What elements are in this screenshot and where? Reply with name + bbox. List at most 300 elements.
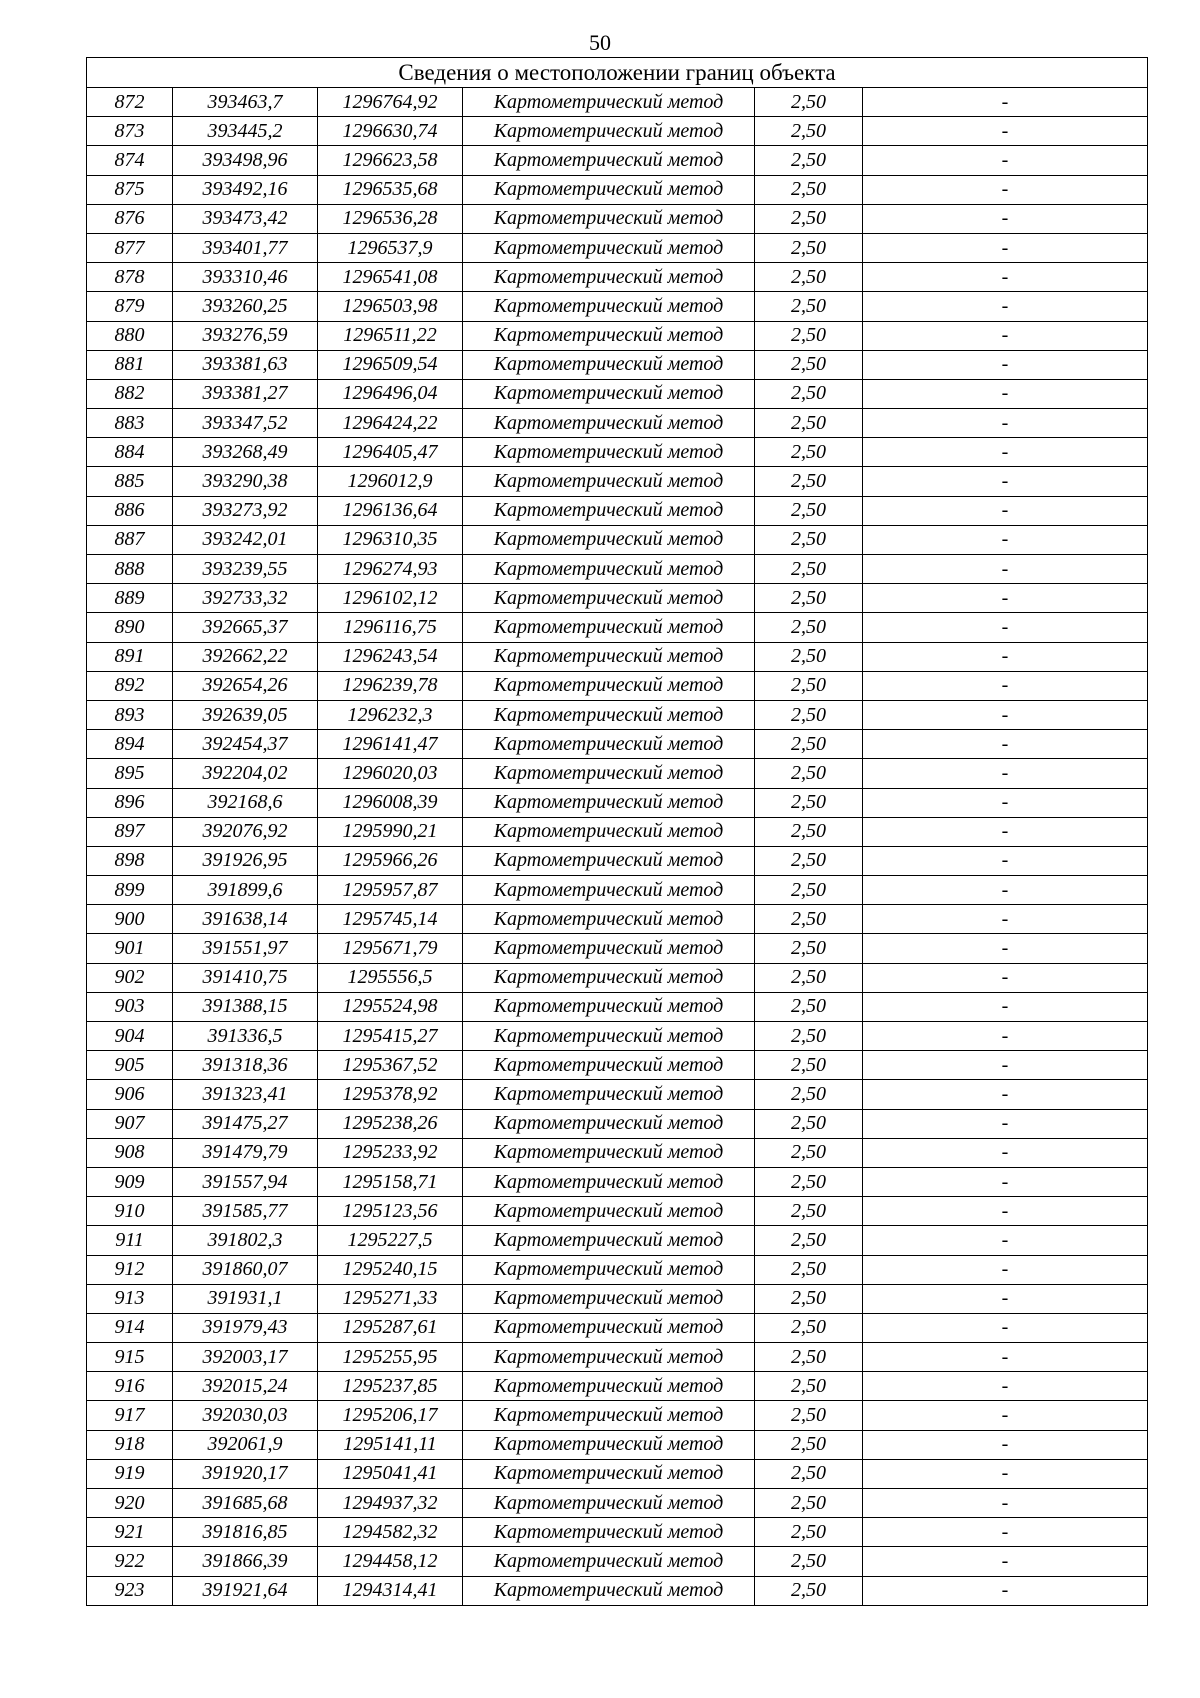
precision-cell: 2,50 [755,263,863,292]
precision-cell: 2,50 [755,846,863,875]
x-coordinate-cell: 391475,27 [173,1109,318,1138]
method-cell: Картометрический метод [463,1518,755,1547]
method-cell: Картометрический метод [463,379,755,408]
description-cell: - [863,263,1148,292]
x-coordinate-cell: 391557,94 [173,1167,318,1196]
method-cell: Картометрический метод [463,1343,755,1372]
method-cell: Картометрический метод [463,175,755,204]
method-cell: Картометрический метод [463,1430,755,1459]
table-row [87,1343,1148,1372]
precision-cell: 2,50 [755,1518,863,1547]
description-cell: - [863,555,1148,584]
x-coordinate-cell: 392168,6 [173,788,318,817]
method-cell: Картометрический метод [463,204,755,233]
table-row [87,467,1148,496]
description-cell: - [863,409,1148,438]
x-coordinate-cell: 391931,1 [173,1284,318,1313]
point-number-cell: 889 [87,584,173,613]
description-cell: - [863,788,1148,817]
point-number-cell: 915 [87,1343,173,1372]
y-coordinate-cell: 1295240,15 [318,1255,463,1284]
method-cell: Картометрический метод [463,1547,755,1576]
precision-cell: 2,50 [755,409,863,438]
y-coordinate-cell: 1295238,26 [318,1109,463,1138]
method-cell: Картометрический метод [463,1459,755,1488]
page-number: 50 [589,30,611,55]
method-cell: Картометрический метод [463,1489,755,1518]
description-cell: - [863,584,1148,613]
point-number-cell: 897 [87,817,173,846]
method-cell: Картометрический метод [463,1284,755,1313]
table-row [87,1167,1148,1196]
table-row [87,496,1148,525]
table-row [87,1401,1148,1430]
table-row [87,817,1148,846]
point-number-cell: 922 [87,1547,173,1576]
precision-cell: 2,50 [755,992,863,1021]
y-coordinate-cell: 1296623,58 [318,146,463,175]
x-coordinate-cell: 393347,52 [173,409,318,438]
y-coordinate-cell: 1295990,21 [318,817,463,846]
point-number-cell: 886 [87,496,173,525]
x-coordinate-cell: 392654,26 [173,671,318,700]
x-coordinate-cell: 393381,27 [173,379,318,408]
x-coordinate-cell: 392076,92 [173,817,318,846]
method-cell: Картометрический метод [463,759,755,788]
description-cell: - [863,204,1148,233]
description-cell: - [863,876,1148,905]
y-coordinate-cell: 1296012,9 [318,467,463,496]
precision-cell: 2,50 [755,1401,863,1430]
table-row [87,1022,1148,1051]
point-number-cell: 918 [87,1430,173,1459]
table-row [87,1197,1148,1226]
table-row [87,438,1148,467]
point-number-cell: 899 [87,876,173,905]
point-number-cell: 907 [87,1109,173,1138]
description-cell: - [863,1547,1148,1576]
y-coordinate-cell: 1296535,68 [318,175,463,204]
point-number-cell: 896 [87,788,173,817]
description-cell: - [863,1109,1148,1138]
point-number-cell: 916 [87,1372,173,1401]
precision-cell: 2,50 [755,1489,863,1518]
precision-cell: 2,50 [755,88,863,117]
precision-cell: 2,50 [755,642,863,671]
method-cell: Картометрический метод [463,1372,755,1401]
point-number-cell: 880 [87,321,173,350]
y-coordinate-cell: 1295415,27 [318,1022,463,1051]
point-number-cell: 903 [87,992,173,1021]
point-number-cell: 894 [87,730,173,759]
point-number-cell: 904 [87,1022,173,1051]
precision-cell: 2,50 [755,350,863,379]
point-number-cell: 910 [87,1197,173,1226]
y-coordinate-cell: 1296232,3 [318,700,463,729]
y-coordinate-cell: 1296020,03 [318,759,463,788]
method-cell: Картометрический метод [463,1255,755,1284]
description-cell: - [863,146,1148,175]
precision-cell: 2,50 [755,1459,863,1488]
table-row [87,613,1148,642]
x-coordinate-cell: 392030,03 [173,1401,318,1430]
y-coordinate-cell: 1296509,54 [318,350,463,379]
table-row [87,117,1148,146]
precision-cell: 2,50 [755,438,863,467]
y-coordinate-cell: 1296239,78 [318,671,463,700]
x-coordinate-cell: 392454,37 [173,730,318,759]
point-number-cell: 901 [87,934,173,963]
precision-cell: 2,50 [755,1430,863,1459]
x-coordinate-cell: 393492,16 [173,175,318,204]
y-coordinate-cell: 1295966,26 [318,846,463,875]
precision-cell: 2,50 [755,467,863,496]
point-number-cell: 906 [87,1080,173,1109]
y-coordinate-cell: 1295745,14 [318,905,463,934]
table-row [87,292,1148,321]
point-number-cell: 875 [87,175,173,204]
precision-cell: 2,50 [755,1022,863,1051]
precision-cell: 2,50 [755,1197,863,1226]
precision-cell: 2,50 [755,817,863,846]
precision-cell: 2,50 [755,525,863,554]
point-number-cell: 912 [87,1255,173,1284]
precision-cell: 2,50 [755,117,863,146]
y-coordinate-cell: 1294314,41 [318,1576,463,1605]
table-row [87,1284,1148,1313]
y-coordinate-cell: 1296496,04 [318,379,463,408]
y-coordinate-cell: 1296102,12 [318,584,463,613]
description-cell: - [863,525,1148,554]
table-row [87,1226,1148,1255]
y-coordinate-cell: 1296511,22 [318,321,463,350]
y-coordinate-cell: 1296541,08 [318,263,463,292]
table-row [87,992,1148,1021]
y-coordinate-cell: 1295233,92 [318,1138,463,1167]
point-number-cell: 873 [87,117,173,146]
table-row [87,409,1148,438]
description-cell: - [863,496,1148,525]
point-number-cell: 882 [87,379,173,408]
method-cell: Картометрический метод [463,934,755,963]
x-coordinate-cell: 393273,92 [173,496,318,525]
description-cell: - [863,1284,1148,1313]
x-coordinate-cell: 391685,68 [173,1489,318,1518]
y-coordinate-cell: 1295367,52 [318,1051,463,1080]
y-coordinate-cell: 1296503,98 [318,292,463,321]
method-cell: Картометрический метод [463,1138,755,1167]
point-number-cell: 895 [87,759,173,788]
x-coordinate-cell: 393310,46 [173,263,318,292]
table-row [87,350,1148,379]
x-coordinate-cell: 391638,14 [173,905,318,934]
y-coordinate-cell: 1295123,56 [318,1197,463,1226]
point-number-cell: 872 [87,88,173,117]
precision-cell: 2,50 [755,1284,863,1313]
description-cell: - [863,175,1148,204]
description-cell: - [863,292,1148,321]
x-coordinate-cell: 393242,01 [173,525,318,554]
table-row [87,730,1148,759]
description-cell: - [863,642,1148,671]
description-cell: - [863,233,1148,262]
description-cell: - [863,730,1148,759]
method-cell: Картометрический метод [463,496,755,525]
point-number-cell: 881 [87,350,173,379]
table-row [87,555,1148,584]
table-row [87,1459,1148,1488]
x-coordinate-cell: 391860,07 [173,1255,318,1284]
x-coordinate-cell: 392061,9 [173,1430,318,1459]
point-number-cell: 902 [87,963,173,992]
description-cell: - [863,992,1148,1021]
table-row [87,876,1148,905]
method-cell: Картометрический метод [463,1022,755,1051]
description-cell: - [863,671,1148,700]
x-coordinate-cell: 393239,55 [173,555,318,584]
description-cell: - [863,1167,1148,1196]
method-cell: Картометрический метод [463,584,755,613]
description-cell: - [863,88,1148,117]
description-cell: - [863,117,1148,146]
precision-cell: 2,50 [755,1138,863,1167]
x-coordinate-cell: 392015,24 [173,1372,318,1401]
table-row [87,1430,1148,1459]
point-number-cell: 908 [87,1138,173,1167]
description-cell: - [863,700,1148,729]
precision-cell: 2,50 [755,321,863,350]
y-coordinate-cell: 1295556,5 [318,963,463,992]
point-number-cell: 888 [87,555,173,584]
precision-cell: 2,50 [755,175,863,204]
x-coordinate-cell: 391318,36 [173,1051,318,1080]
description-cell: - [863,1430,1148,1459]
x-coordinate-cell: 392662,22 [173,642,318,671]
y-coordinate-cell: 1295141,11 [318,1430,463,1459]
y-coordinate-cell: 1296537,9 [318,233,463,262]
point-number-cell: 879 [87,292,173,321]
x-coordinate-cell: 393290,38 [173,467,318,496]
precision-cell: 2,50 [755,379,863,408]
precision-cell: 2,50 [755,233,863,262]
method-cell: Картометрический метод [463,88,755,117]
table-row [87,700,1148,729]
precision-cell: 2,50 [755,1080,863,1109]
precision-cell: 2,50 [755,1051,863,1080]
precision-cell: 2,50 [755,1109,863,1138]
precision-cell: 2,50 [755,759,863,788]
description-cell: - [863,759,1148,788]
precision-cell: 2,50 [755,730,863,759]
method-cell: Картометрический метод [463,438,755,467]
table-row [87,934,1148,963]
method-cell: Картометрический метод [463,700,755,729]
x-coordinate-cell: 393381,63 [173,350,318,379]
y-coordinate-cell: 1296116,75 [318,613,463,642]
precision-cell: 2,50 [755,292,863,321]
precision-cell: 2,50 [755,1313,863,1342]
point-number-cell: 887 [87,525,173,554]
table-row [87,1051,1148,1080]
x-coordinate-cell: 392003,17 [173,1343,318,1372]
table-row [87,963,1148,992]
precision-cell: 2,50 [755,1343,863,1372]
point-number-cell: 883 [87,409,173,438]
precision-cell: 2,50 [755,204,863,233]
method-cell: Картометрический метод [463,1197,755,1226]
precision-cell: 2,50 [755,1226,863,1255]
y-coordinate-cell: 1296008,39 [318,788,463,817]
description-cell: - [863,379,1148,408]
description-cell: - [863,1022,1148,1051]
point-number-cell: 914 [87,1313,173,1342]
table-title: Сведения о местоположении границ объекта [87,58,1148,88]
description-cell: - [863,817,1148,846]
description-cell: - [863,1080,1148,1109]
point-number-cell: 876 [87,204,173,233]
description-cell: - [863,1197,1148,1226]
table-row [87,263,1148,292]
method-cell: Картометрический метод [463,292,755,321]
x-coordinate-cell: 391979,43 [173,1313,318,1342]
table-row [87,146,1148,175]
method-cell: Картометрический метод [463,350,755,379]
table-row [87,1518,1148,1547]
precision-cell: 2,50 [755,555,863,584]
method-cell: Картометрический метод [463,905,755,934]
precision-cell: 2,50 [755,496,863,525]
x-coordinate-cell: 393473,42 [173,204,318,233]
point-number-cell: 900 [87,905,173,934]
method-cell: Картометрический метод [463,613,755,642]
table-row [87,642,1148,671]
y-coordinate-cell: 1295158,71 [318,1167,463,1196]
precision-cell: 2,50 [755,613,863,642]
table-row [87,204,1148,233]
description-cell: - [863,1401,1148,1430]
x-coordinate-cell: 393445,2 [173,117,318,146]
method-cell: Картометрический метод [463,1226,755,1255]
x-coordinate-cell: 392204,02 [173,759,318,788]
point-number-cell: 891 [87,642,173,671]
precision-cell: 2,50 [755,1255,863,1284]
y-coordinate-cell: 1296136,64 [318,496,463,525]
table-row [87,1138,1148,1167]
precision-cell: 2,50 [755,1576,863,1605]
point-number-cell: 885 [87,467,173,496]
method-cell: Картометрический метод [463,1051,755,1080]
point-number-cell: 892 [87,671,173,700]
method-cell: Картометрический метод [463,788,755,817]
description-cell: - [863,321,1148,350]
precision-cell: 2,50 [755,963,863,992]
description-cell: - [863,1459,1148,1488]
table-row [87,1576,1148,1605]
x-coordinate-cell: 392733,32 [173,584,318,613]
y-coordinate-cell: 1295957,87 [318,876,463,905]
y-coordinate-cell: 1295524,98 [318,992,463,1021]
method-cell: Картометрический метод [463,876,755,905]
x-coordinate-cell: 391551,97 [173,934,318,963]
precision-cell: 2,50 [755,905,863,934]
point-number-cell: 923 [87,1576,173,1605]
description-cell: - [863,1518,1148,1547]
table-row [87,1109,1148,1138]
method-cell: Картометрический метод [463,1109,755,1138]
table-row [87,88,1148,117]
y-coordinate-cell: 1295237,85 [318,1372,463,1401]
description-cell: - [863,1255,1148,1284]
x-coordinate-cell: 393498,96 [173,146,318,175]
method-cell: Картометрический метод [463,642,755,671]
y-coordinate-cell: 1294458,12 [318,1547,463,1576]
table-row [87,905,1148,934]
y-coordinate-cell: 1295206,17 [318,1401,463,1430]
y-coordinate-cell: 1294937,32 [318,1489,463,1518]
y-coordinate-cell: 1294582,32 [318,1518,463,1547]
y-coordinate-cell: 1295041,41 [318,1459,463,1488]
point-number-cell: 874 [87,146,173,175]
x-coordinate-cell: 391926,95 [173,846,318,875]
table-row [87,1255,1148,1284]
precision-cell: 2,50 [755,788,863,817]
x-coordinate-cell: 393401,77 [173,233,318,262]
table-row [87,379,1148,408]
description-cell: - [863,1051,1148,1080]
y-coordinate-cell: 1296243,54 [318,642,463,671]
method-cell: Картометрический метод [463,263,755,292]
y-coordinate-cell: 1296424,22 [318,409,463,438]
precision-cell: 2,50 [755,584,863,613]
precision-cell: 2,50 [755,1372,863,1401]
table-row [87,1372,1148,1401]
description-cell: - [863,1576,1148,1605]
table-title-row [87,58,1148,88]
point-number-cell: 877 [87,233,173,262]
x-coordinate-cell: 391899,6 [173,876,318,905]
table-row [87,1080,1148,1109]
method-cell: Картометрический метод [463,321,755,350]
method-cell: Картометрический метод [463,117,755,146]
x-coordinate-cell: 391816,85 [173,1518,318,1547]
point-number-cell: 913 [87,1284,173,1313]
x-coordinate-cell: 391323,41 [173,1080,318,1109]
method-cell: Картометрический метод [463,992,755,1021]
precision-cell: 2,50 [755,146,863,175]
y-coordinate-cell: 1296536,28 [318,204,463,233]
table-row [87,584,1148,613]
y-coordinate-cell: 1296274,93 [318,555,463,584]
y-coordinate-cell: 1295287,61 [318,1313,463,1342]
boundary-coordinates-table [86,57,1148,1606]
method-cell: Картометрический метод [463,1167,755,1196]
method-cell: Картометрический метод [463,730,755,759]
x-coordinate-cell: 393260,25 [173,292,318,321]
precision-cell: 2,50 [755,1167,863,1196]
y-coordinate-cell: 1296141,47 [318,730,463,759]
method-cell: Картометрический метод [463,467,755,496]
method-cell: Картометрический метод [463,963,755,992]
method-cell: Картометрический метод [463,1401,755,1430]
point-number-cell: 890 [87,613,173,642]
y-coordinate-cell: 1295378,92 [318,1080,463,1109]
table-row [87,788,1148,817]
description-cell: - [863,438,1148,467]
x-coordinate-cell: 391336,5 [173,1022,318,1051]
point-number-cell: 878 [87,263,173,292]
table-row [87,671,1148,700]
x-coordinate-cell: 393276,59 [173,321,318,350]
